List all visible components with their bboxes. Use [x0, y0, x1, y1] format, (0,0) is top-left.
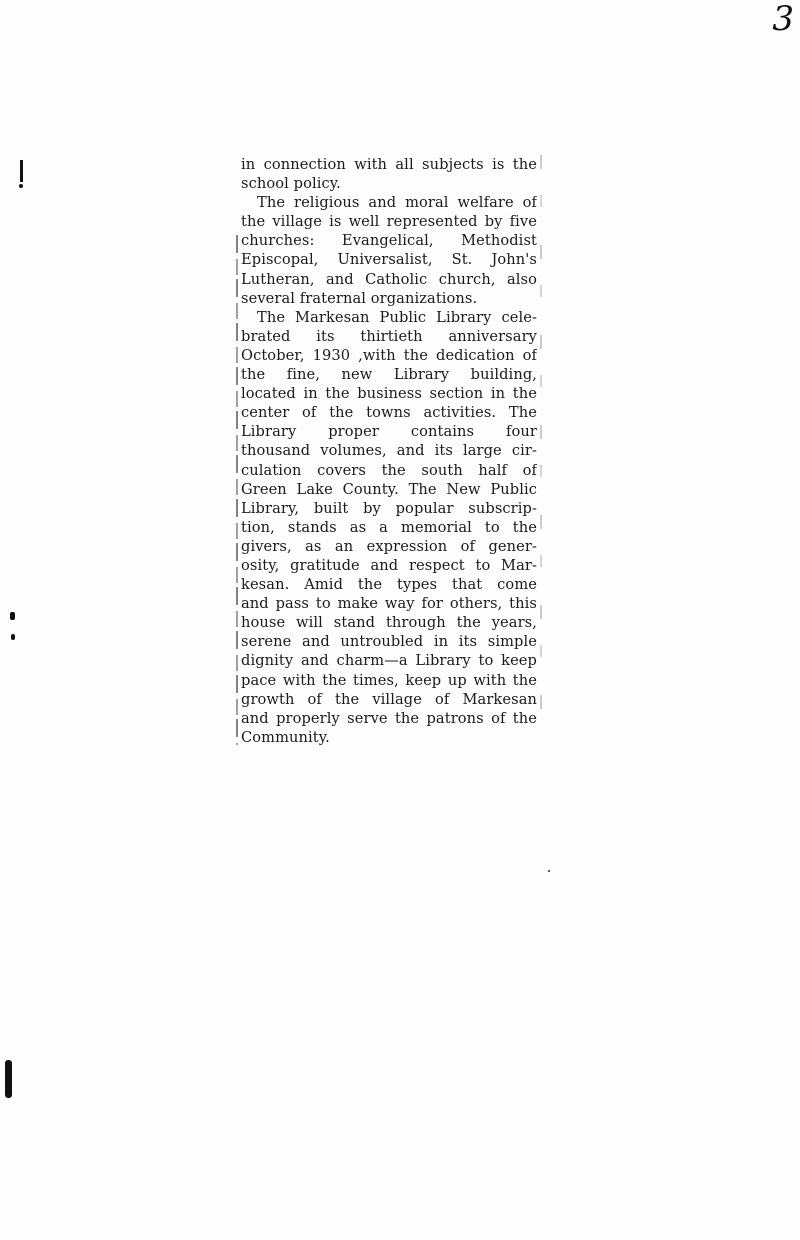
article-line: The Markesan Public Library cele- [257, 308, 537, 326]
article-line: Library proper contains four [241, 423, 537, 441]
margin-mark-top [20, 160, 23, 182]
article-line: Lutheran, and Catholic church, also [241, 270, 537, 288]
article-line: brated its thirtieth anniversary [241, 327, 537, 345]
article-line: Library, built by popular subscrip- [241, 499, 537, 517]
newspaper-clipping [232, 155, 542, 755]
article-line: churches: Evangelical, Methodist [241, 232, 537, 250]
clipping-left-edge [236, 235, 238, 745]
article-line: Green Lake County. The New Public [241, 480, 537, 498]
article-line: osity, gratitude and respect to Mar- [241, 556, 537, 574]
article-text [241, 155, 537, 747]
margin-mark-middle-a [10, 612, 15, 620]
article-line: and pass to make way for others, this [241, 595, 537, 613]
article-line: Community. [241, 728, 330, 746]
article-line: kesan. Amid the types that come [241, 576, 537, 594]
article-line: The religious and moral welfare of [257, 194, 537, 212]
article-line: October, 1930 ,with the dedication of [241, 346, 537, 364]
article-line: pace with the times, keep up with the [241, 671, 537, 689]
article-line: growth of the village of Markesan [241, 690, 537, 708]
article-line: culation covers the south half of [241, 461, 537, 479]
article-line: Episcopal, Universalist, St. John's [241, 251, 537, 269]
article-line: center of the towns activities. The [241, 404, 537, 422]
article-line: serene and untroubled in its simple [241, 633, 537, 651]
article-line: in connection with all subjects is the [241, 156, 537, 173]
page-number: 3 [772, 0, 794, 39]
article-line: several fraternal organizations. [241, 289, 478, 307]
margin-mark-top-dot [19, 184, 23, 188]
margin-mark-middle-b [11, 634, 15, 640]
article-line: house will stand through the years, [241, 614, 537, 632]
article-line: the fine, new Library building, [241, 366, 537, 384]
article-line: dignity and charm—a Library to keep [241, 652, 537, 670]
article-line: located in the business section in the [241, 385, 537, 403]
article-line: thousand volumes, and its large cir- [241, 442, 537, 460]
article-line: givers, as an expression of gener- [241, 537, 537, 555]
margin-mark-bottom [5, 1060, 12, 1098]
article-line: the village is well represented by five [241, 213, 537, 231]
article-line: and properly serve the patrons of the [241, 709, 537, 727]
article-line: school policy. [241, 175, 341, 193]
speck-dot [548, 870, 550, 872]
article-line: tion, stands as a memorial to the [241, 518, 537, 536]
clipping-right-edge [540, 155, 542, 725]
